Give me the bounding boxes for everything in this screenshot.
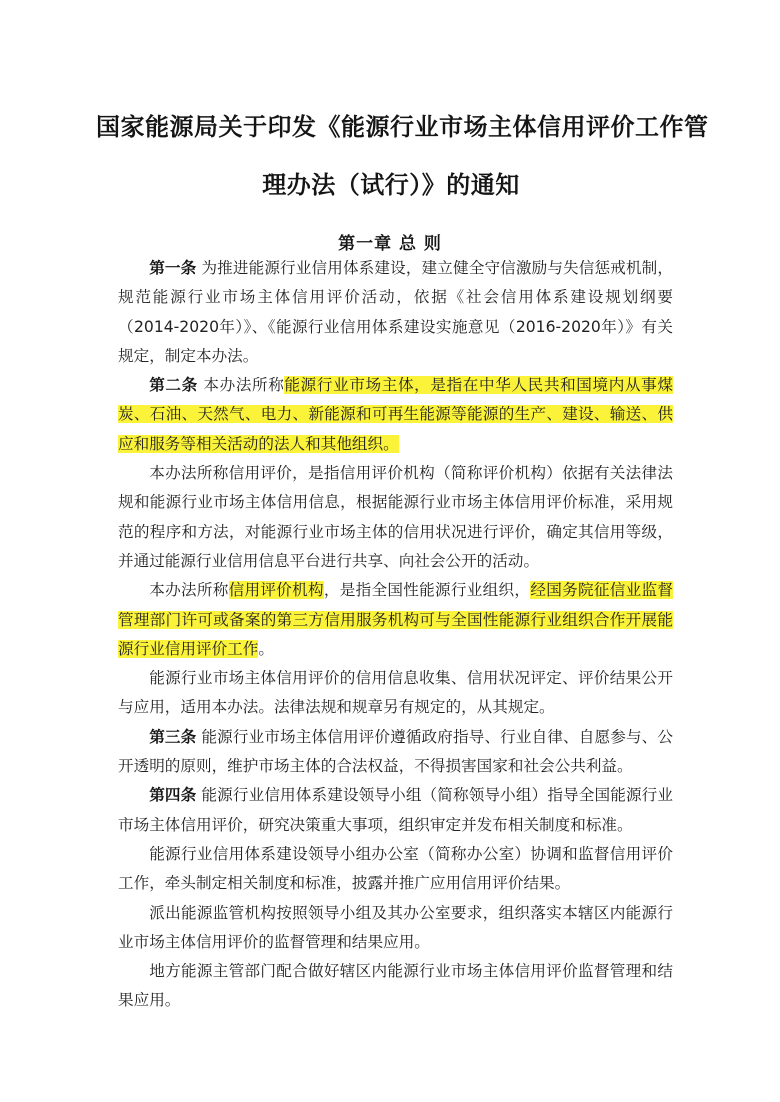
highlighted-text: 信用评价机构 [228, 581, 324, 600]
paragraph-text: 派出能源监管机构按照领导小组及其办公室要求，组织落实本辖区内能源行业市场主体信用评价的监督管理和结果应用。 [118, 903, 673, 951]
paragraph-text: 本办法所称信用评价，是指信用评价机构（简称评价机构）依据有关法律法规和能源行业市场主体信用信息，根据能源行业市场主体信用评价标准，采用规范的程序和方法，对能源行业市场主体的信用状况进行评价，确定其信用等级，并通过能源行业信用信息平台进行共享、向社会公开的活动。 [118, 464, 673, 570]
paragraph-text: 为推进能源行业信用体系建设，建立健全守信激励与失信惩戒机制，规范能源行业市场主体信用评价活动，依据《社会信用体系建设规划纲要（2014-2020年）》、《能源行业信用体系建设实施意见（2016-2020年）》有关规定，制定本办法。 [118, 259, 673, 365]
paragraph-text: 。 [258, 639, 274, 658]
paragraph-office [118, 840, 673, 899]
paragraph-article-4 [118, 781, 673, 840]
highlighted-text: 能源行业市场主体，是指在中华人民共和国境内从事煤炭、石油、天然气、电力、新能源和可再生能源等能源的生产、建设、输送、供应和服务等相关活动的法人和其他组织。 [118, 376, 673, 453]
document-title-line-2: 理办法（试行）》的通知 [262, 171, 520, 199]
paragraph-regulators [118, 899, 673, 958]
document-title-line-1: 国家能源局关于印发《能源行业市场主体信用评价工作管 [96, 113, 709, 141]
article-label: 第二条 [149, 376, 198, 395]
paragraph-article-2 [118, 371, 673, 459]
paragraph-text: 能源行业信用体系建设领导小组（简称领导小组）指导全国能源行业市场主体信用评价，研究决策重大事项，组织审定并发布相关制度和标准。 [118, 786, 673, 834]
article-label: 第四条 [149, 786, 197, 805]
paragraph-local-authorities [118, 957, 673, 1016]
article-label: 第三条 [149, 727, 197, 746]
paragraph-evaluation-agency [118, 576, 673, 664]
paragraph-article-3 [118, 723, 673, 782]
paragraph-article-1 [118, 254, 673, 371]
paragraph-text: 本办法所称 [149, 581, 229, 600]
paragraph-text: 能源行业市场主体信用评价的信用信息收集、信用状况评定、评价结果公开与应用，适用本办法。法律法规和规章另有规定的，从其规定。 [118, 669, 673, 717]
paragraph-scope [118, 664, 673, 723]
paragraph-text: 能源行业市场主体信用评价遵循政府指导、行业自律、自愿参与、公开透明的原则，维护市场主体的合法权益，不得损害国家和社会公共利益。 [118, 727, 673, 776]
paragraph-text: 地方能源主管部门配合做好辖区内能源行业市场主体信用评价监督管理和结果应用。 [118, 962, 673, 1010]
document-body [118, 254, 673, 1016]
paragraph-text: 能源行业信用体系建设领导小组办公室（简称办公室）协调和监督信用评价工作，牵头制定相关制度和标准，披露并推广应用信用评价结果。 [118, 844, 673, 893]
paragraph-text: ，是指全国性能源行业组织， [323, 581, 531, 600]
paragraph-credit-evaluation [118, 459, 673, 576]
highlighted-text: 经国务院征信业监督管理部门许可或备案的第三方信用服务机构可与全国性能源行业组织合作开展能源行业信用评价工作 [118, 581, 673, 658]
chapter-heading: 第一章 总 则 [338, 234, 442, 254]
paragraph-text: 本办法所称 [197, 376, 285, 395]
article-label: 第一条 [149, 259, 197, 277]
